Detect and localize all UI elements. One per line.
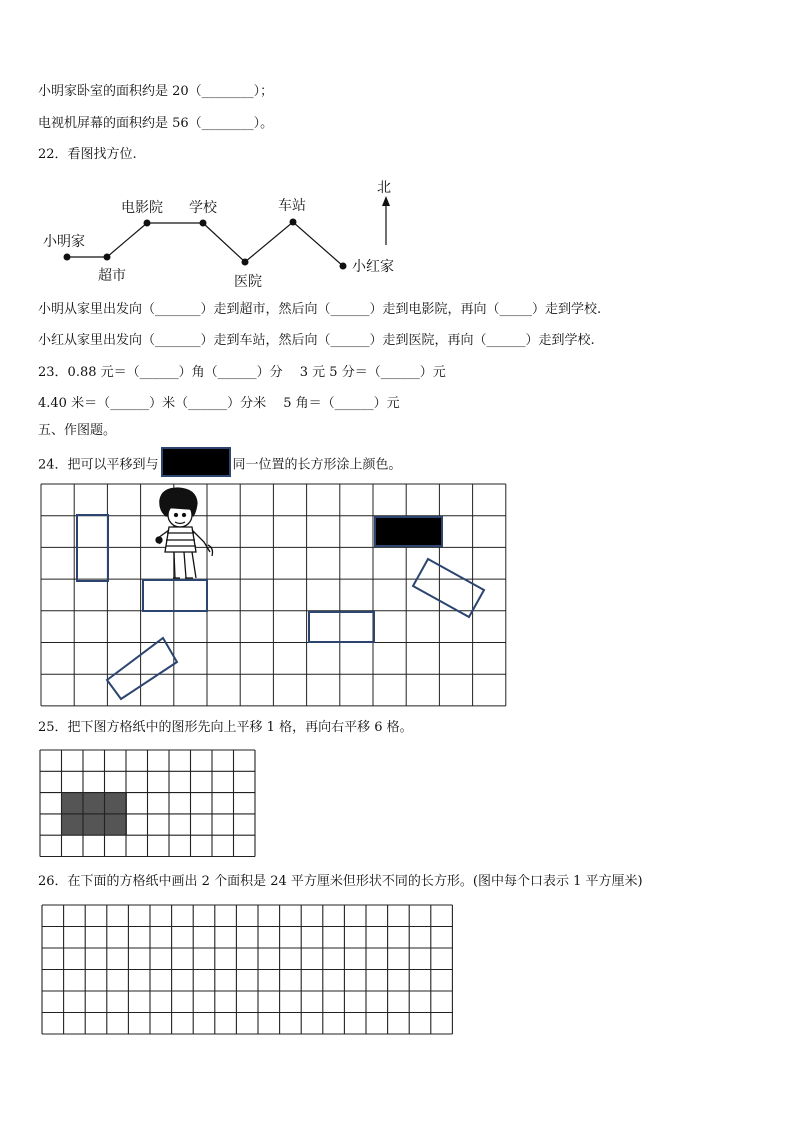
place-school: 学校 bbox=[189, 200, 217, 216]
boy-figure bbox=[156, 488, 213, 578]
q24-grid bbox=[0, 480, 794, 710]
q23-length: 4.40 米＝（______）米（______）分米 5 角＝（______）元 bbox=[38, 396, 400, 411]
q22-xiaoming-route: 小明从家里出发向（_______）走到超市，然后向（______）走到电影院，再向（_____）走到学校. bbox=[38, 302, 602, 317]
q26-title: 26．在下面的方格纸中画出 2 个面积是 24 平方厘米但形状不同的长方形。(图中每个口表示 1 平方厘米) bbox=[38, 874, 643, 889]
place-hospital: 医院 bbox=[234, 274, 262, 290]
direction-map bbox=[0, 170, 794, 300]
rect-middle-right bbox=[309, 612, 374, 642]
place-xiaoming-home: 小明家 bbox=[43, 234, 85, 250]
rect-tilted-right bbox=[413, 559, 484, 617]
place-cinema: 电影院 bbox=[121, 200, 163, 216]
q25-title: 25．把下图方格纸中的图形先向上平移 1 格，再向右平移 6 格。 bbox=[38, 720, 413, 735]
place-supermarket: 超市 bbox=[98, 268, 126, 284]
q25-grid bbox=[0, 745, 794, 865]
q24-text-post: 同一位置的长方形涂上颜色。 bbox=[232, 457, 402, 473]
q22-xiaohong-route: 小红从家里出发向（_______）走到车站，然后向（______）走到医院，再向（______）走到学校. bbox=[38, 333, 595, 348]
rect-under-boy bbox=[143, 580, 207, 611]
bedroom-area-question: 小明家卧室的面积约是 20（________）； bbox=[38, 84, 274, 99]
q24-title bbox=[38, 453, 402, 477]
q23-money: 23．0.88 元＝（______）角（______）分 3 元 5 分＝（______）元 bbox=[38, 365, 446, 380]
place-xiaohong-home: 小红家 bbox=[352, 259, 394, 275]
q22-title: 22．看图找方位. bbox=[38, 147, 137, 162]
place-station: 车站 bbox=[278, 198, 306, 214]
q24-text-pre: 24．把可以平移到与 bbox=[38, 457, 159, 473]
north-label: 北 bbox=[377, 180, 391, 196]
rect-filled-target bbox=[375, 517, 442, 546]
tv-area-question: 电视机屏幕的面积约是 56（________）。 bbox=[38, 116, 274, 131]
q26-grid bbox=[0, 900, 794, 1040]
q24-rectangles bbox=[77, 515, 484, 699]
section-five-title: 五、作图题。 bbox=[38, 423, 117, 438]
rect-tilted-left bbox=[107, 638, 177, 699]
rect-vertical bbox=[77, 515, 108, 581]
q24-target-rect bbox=[161, 447, 231, 477]
map-points bbox=[64, 219, 347, 270]
